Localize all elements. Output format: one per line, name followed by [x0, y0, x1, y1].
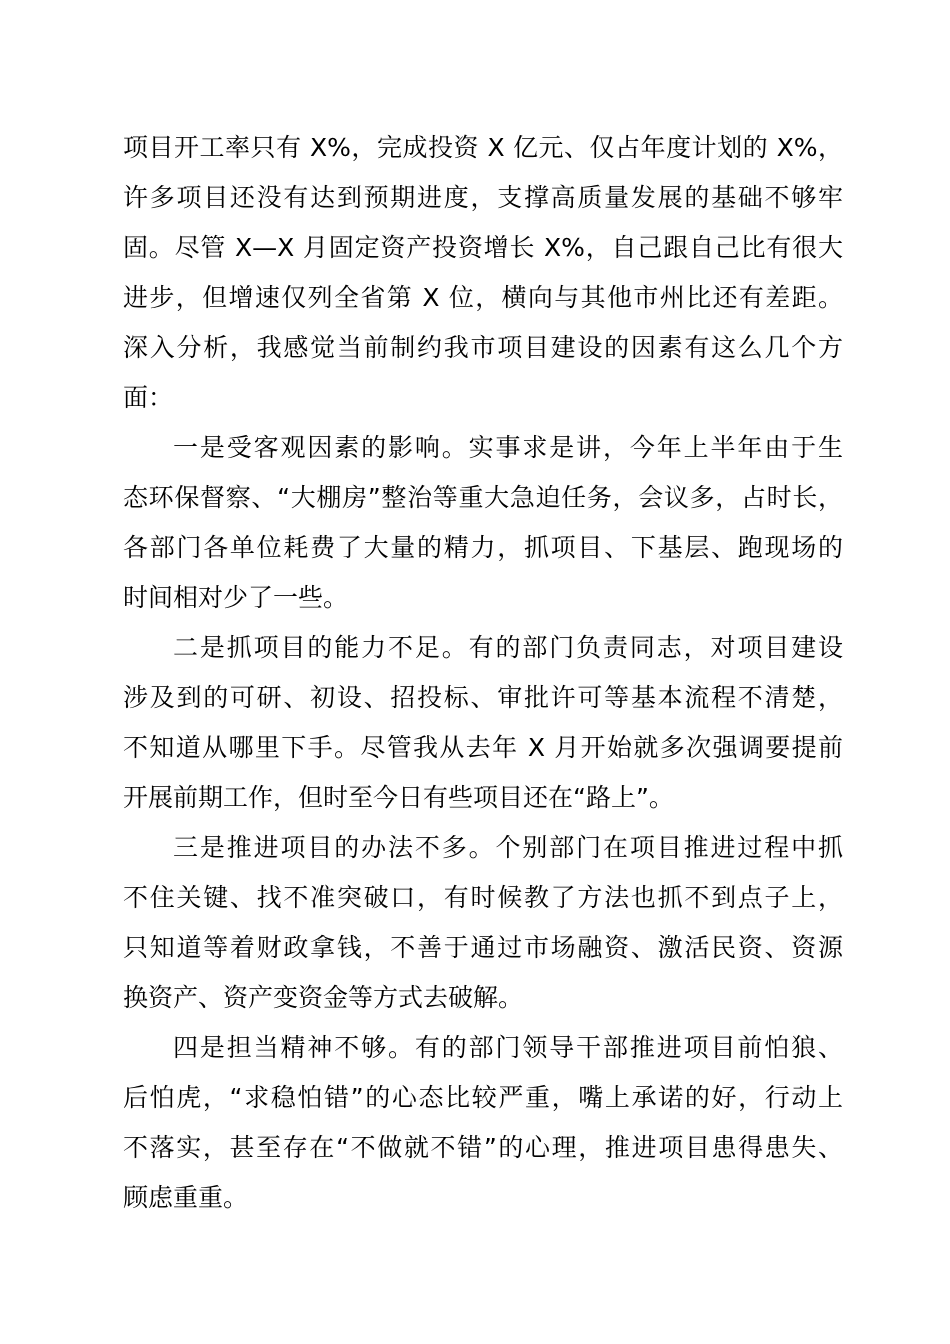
- text-line: 后怕虎，“求稳怕错”的心态比较严重，嘴上承诺的好，行动上: [123, 1083, 843, 1112]
- paragraph-first-line: 二是抓项目的能力不足。有的部门负责同志，对项目建设: [173, 633, 843, 662]
- text-line: 各部门各单位耗费了大量的精力，抓项目、下基层、跑现场的: [123, 533, 843, 562]
- text-line: 只知道等着财政拿钱，不善于通过市场融资、激活民资、资源: [123, 933, 843, 962]
- paragraph-first-line: 四是担当精神不够。有的部门领导干部推进项目前怕狼、: [173, 1033, 843, 1062]
- text-line: 不知道从哪里下手。尽管我从去年 X 月开始就多次强调要提前: [123, 733, 843, 762]
- text-line: 固。尽管 X—X 月固定资产投资增长 X%，自己跟自己比有很大: [123, 233, 843, 262]
- text-line: 不落实，甚至存在“不做就不错”的心理，推进项目患得患失、: [123, 1133, 843, 1162]
- text-line: 深入分析，我感觉当前制约我市项目建设的因素有这么几个方: [123, 333, 843, 362]
- text-line: 不住关键、找不准突破口，有时候教了方法也抓不到点子上，: [123, 883, 843, 912]
- text-line: 进步，但增速仅列全省第 X 位，横向与其他市州比还有差距。: [123, 283, 843, 312]
- paragraph-first-line: 一是受客观因素的影响。实事求是讲，今年上半年由于生: [173, 433, 843, 462]
- text-line: 涉及到的可研、初设、招投标、审批许可等基本流程不清楚，: [123, 683, 843, 712]
- text-line: 顾虑重重。: [123, 1183, 249, 1212]
- text-line: 面：: [123, 383, 174, 412]
- text-line: 时间相对少了一些。: [123, 583, 349, 612]
- text-line: 态环保督察、“大棚房”整治等重大急迫任务，会议多，占时长，: [123, 483, 843, 512]
- text-line: 项目开工率只有 X%，完成投资 X 亿元、仅占年度计划的 X%，: [123, 133, 843, 162]
- text-line: 换资产、资产变资金等方式去破解。: [123, 983, 524, 1012]
- text-line: 开展前期工作，但时至今日有些项目还在“路上”。: [123, 783, 674, 812]
- text-line: 许多项目还没有达到预期进度，支撑高质量发展的基础不够牢: [123, 183, 843, 212]
- paragraph-first-line: 三是推进项目的办法不多。个别部门在项目推进过程中抓: [173, 833, 843, 862]
